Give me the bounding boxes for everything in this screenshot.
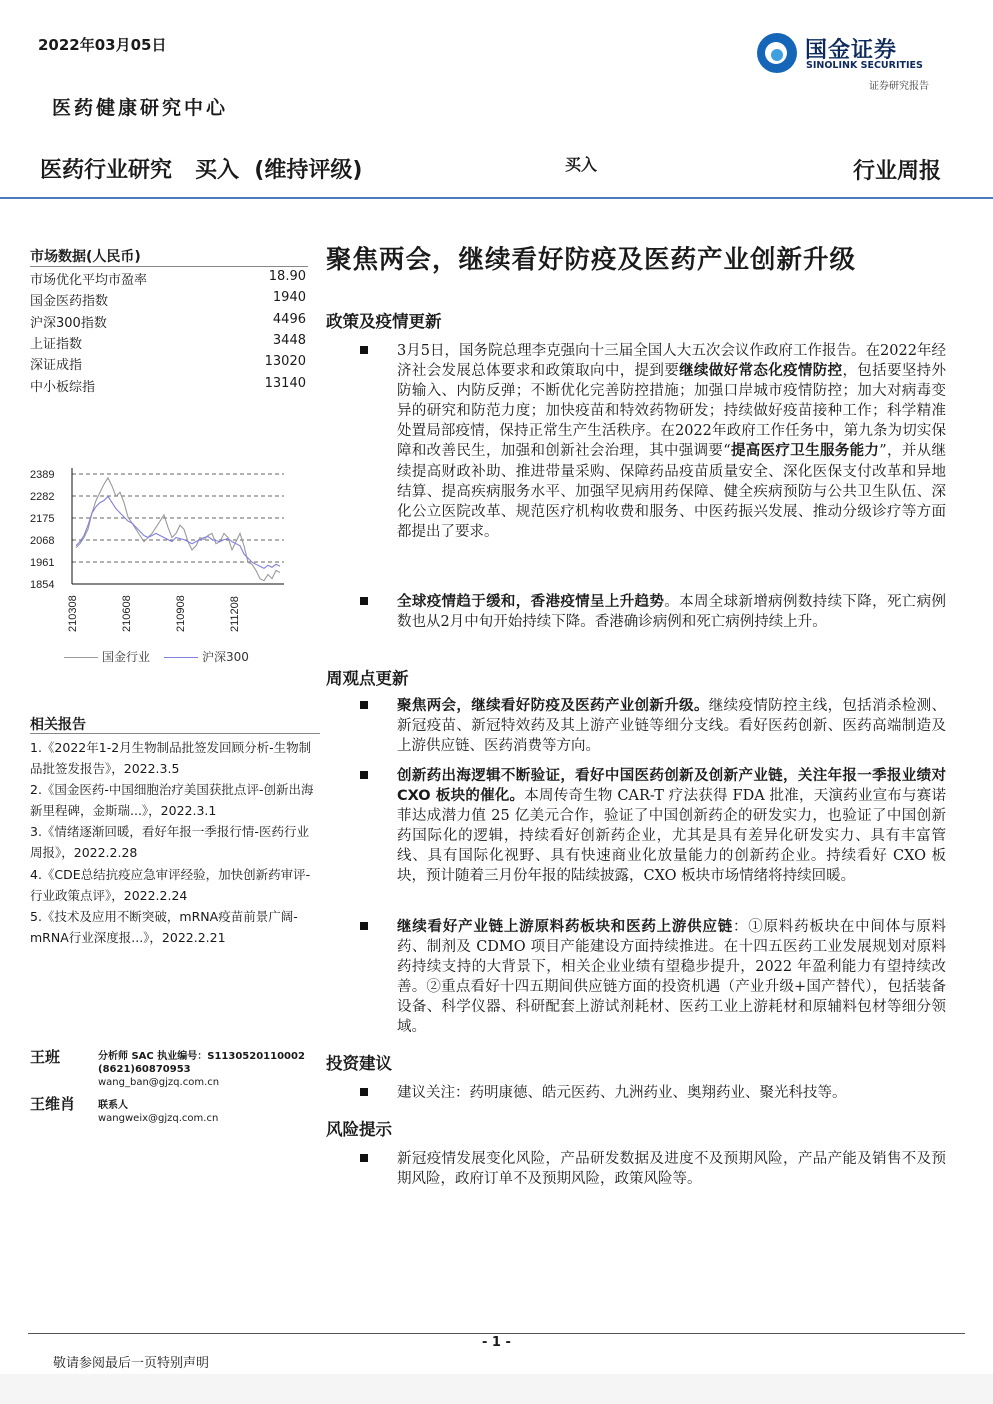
report-date: 2022年03月05日: [38, 36, 167, 54]
bullet-text: [397, 766, 946, 887]
bullet-run: ，包括要坚持外防输入、内防反弹；不断优化完善防控措施；加强口岸城市疫情防控；加大对病毒变异的研究和防范力度；加快疫苗和特效药物研发；持续做好疫苗接种工作；科学精准处置局部疫情，保持正常生产生活秩序。在2022年政府工作任务中，第九条为切实保障和改善民生，加强和创新社会治理，其中强调要“: [397, 363, 947, 460]
market-data-value: 13140: [264, 376, 306, 391]
page-bottom-band: [0, 1374, 993, 1404]
author-role: 分析师 SAC 执业编号：S1130520110002: [98, 1051, 305, 1062]
logo-mark-icon: [757, 33, 797, 73]
bullet-text: [397, 1083, 946, 1103]
bullet-point: [360, 1083, 946, 1103]
related-reports-title: 相关报告: [30, 717, 86, 733]
bullet-run: ：①原料药板块在中间体与原料药、制剂及 CDMO 项目产能建设方面持续推进。在十四五医药工业发展规划对原料药持续支持的大背景下，相关企业业绩有望稳步提升，2022 年盈利能力有望持续改善。②重点看好十四五期间供应链方面的投资机遇（产业升级+国产替代），包括装备设备、科学仪器、科研配套上游试剂耗材、医药工业上游耗材和原辅料包材等细分领域。: [397, 919, 947, 1036]
y-tick-label: 1854: [30, 579, 55, 591]
y-tick-label: 2389: [30, 469, 55, 481]
market-data-value: 3448: [272, 333, 306, 348]
bullet-emphasis: 聚焦两会，继续看好防疫及医药产业创新升级。: [397, 698, 709, 714]
bullet-run: ”，并从继续提高财政补助、推进带量采购、保障药品疫苗质量安全、深化医保支付改革和异地结算、提高疾病服务水平、加强罕见病用药保障、健全疾病预防与公共卫生队伍、深化公立医院改革、规范医疗机构收费和服务、中医药振兴发展、推动分级诊疗等方面都提出了要求。: [397, 443, 946, 540]
rating-label: 买入: [565, 155, 598, 174]
market-data-label: 市场优化平均市盈率: [30, 273, 148, 288]
legend-label: 国金行业: [102, 650, 151, 664]
bullet-point: [360, 917, 946, 1038]
x-tick-label: 210308: [67, 595, 79, 632]
legend-label: 沪深300: [202, 650, 249, 664]
market-data-row: [30, 312, 306, 331]
bullet-run: 继续疫情防控主线，包括消杀检测、新冠疫苗、新冠特效药及其上游产业链等细分支线。看好医药创新、医药高端制造及上游供应链、医药消费等方向。: [397, 698, 947, 755]
logo-subtitle: 证券研究报告: [869, 81, 929, 92]
bullet-run: 。本周全球新增病例数持续下降，死亡病例数也从2月中旬开始持续下降。香港确诊病例和死亡病例持续上升。: [397, 594, 946, 631]
section-heading: 政策及疫情更新: [326, 312, 442, 331]
bullet-square-icon: [360, 922, 368, 930]
bullet-square-icon: [360, 771, 368, 779]
author-phone: (8621)60870953: [98, 1064, 191, 1075]
bullet-text: [397, 917, 946, 1038]
contact-info: [98, 1099, 218, 1125]
chart-legend: [64, 648, 249, 665]
author-email[interactable]: wang_ban@gjzq.com.cn: [98, 1077, 220, 1088]
bullet-text: [397, 341, 946, 542]
contact-role: 联系人: [98, 1100, 128, 1111]
related-report-item[interactable]: 2.《国金医药-中国细胞治疗美国获批点评-创新出海新里程碑，金斯瑞...》，2022.3.1: [30, 782, 314, 818]
market-data-value: 4496: [272, 312, 306, 327]
related-report-item[interactable]: 3.《情绪逐渐回暖，看好年报一季报行情-医药行业周报》，2022.2.28: [30, 824, 309, 860]
bullet-square-icon: [360, 1088, 368, 1096]
market-data-label: 沪深300指数: [30, 316, 107, 331]
bullet-point: [360, 341, 946, 542]
legend-item-industry: [64, 648, 150, 665]
market-data-label: 中小板综指: [30, 380, 96, 395]
bullet-text: [397, 592, 946, 632]
market-data-label: 国金医药指数: [30, 294, 109, 309]
index-line-chart: [30, 445, 295, 675]
section-heading: 风险提示: [326, 1120, 392, 1139]
bullet-point: [360, 1149, 946, 1189]
logo-name-cn: 国金证券: [805, 38, 898, 63]
bullet-square-icon: [360, 597, 368, 605]
bullet-run: 本周传奇生物 CAR-T 疗法获得 FDA 批准，天演药业宣布与赛诺菲达成潜力值 25 亿美元合作，验证了中国创新药企的研发实力，也验证了中国创新药国际化的逻辑，持续看好创新药企业，尤其是具有差异化研发实力、具有丰富管线、具有国际化视野、具有快速商业化放量能力的创新药企业。持续看好 CXO 板块，预计随着三月份年报的陆续披露，CXO 板块市场情绪将持续回暖。: [397, 788, 946, 885]
market-data-label: 上证指数: [30, 337, 83, 352]
bullet-emphasis: 提高医疗卫生服务能力: [730, 443, 880, 460]
bullet-emphasis: 继续做好常态化疫情防控: [679, 363, 843, 380]
market-data-value: 13020: [264, 354, 306, 369]
bullet-point: [360, 696, 946, 756]
bullet-square-icon: [360, 346, 368, 354]
footer-divider: [28, 1333, 965, 1334]
bullet-emphasis: 全球疫情趋于缓和，香港疫情呈上升趋势: [397, 594, 665, 610]
bullet-emphasis: 创新药出海逻辑不断验证，看好中国医药创新及创新产业链，关注年报一季报业绩对 CXO 板块的催化。: [397, 768, 946, 805]
related-report-item[interactable]: 1.《2022年1-2月生物制品批签发回顾分析-生物制品批签发报告》，2022.3.5: [30, 740, 312, 776]
report-title: 聚焦两会，继续看好防疫及医药产业创新升级: [326, 245, 857, 275]
market-data-row: [30, 354, 306, 373]
x-tick-label: 211208: [229, 596, 241, 632]
industry-rating-title: 医药行业研究 买入 (维持评级): [40, 158, 363, 183]
market-data-divider: [30, 266, 308, 267]
bullet-text: [397, 1149, 946, 1189]
y-tick-label: 2068: [30, 535, 55, 547]
y-tick-label: 2175: [30, 513, 55, 525]
x-tick-label: 210608: [121, 595, 133, 632]
research-center-name: 医药健康研究中心: [52, 97, 229, 119]
legend-item-hs300: [164, 648, 249, 665]
x-tick-label: 210908: [175, 595, 187, 632]
section-heading: 投资建议: [326, 1054, 392, 1073]
contact-email[interactable]: wangweix@gjzq.com.cn: [98, 1113, 219, 1124]
header-divider: [0, 197, 993, 199]
contact-name: 王维肖: [30, 1095, 76, 1113]
market-data-title: 市场数据(人民币): [30, 249, 141, 265]
market-data-value: 1940: [272, 290, 306, 305]
bullet-square-icon: [360, 701, 368, 709]
market-data-row: [30, 376, 306, 395]
y-tick-label: 2282: [30, 491, 55, 503]
bullet-run: 新冠疫情发展变化风险，产品研发数据及进度不及预期风险，产品产能及销售不及预期风险，政府订单不及预期风险，政策风险等。: [397, 1151, 946, 1188]
market-data-row: [30, 333, 306, 352]
page-number: - 1 -: [482, 1335, 511, 1350]
bullet-run: 3月5日，国务院总理李克强向十三届全国人大五次会议作政府工作报告。在2022年经济社会发展总体要求和政策取向中，提到要: [397, 343, 946, 380]
bullet-emphasis: 继续看好产业链上游原料药板块和医药上游供应链: [397, 919, 733, 935]
bullet-run: 建议关注：药明康德、皓元医药、九洲药业、奥翔药业、聚光科技等。: [397, 1085, 847, 1101]
market-data-value: 18.90: [268, 269, 306, 284]
legend-swatch: [64, 657, 98, 658]
report-type: 行业周报: [852, 158, 941, 184]
company-logo: [757, 31, 947, 93]
series-line-0: [76, 478, 280, 581]
y-tick-label: 1961: [30, 557, 55, 569]
bullet-text: [397, 696, 946, 756]
author-name: 王班: [30, 1048, 61, 1066]
market-data-row: [30, 290, 306, 309]
market-data-row: [30, 269, 306, 288]
related-reports-divider: [30, 733, 320, 734]
related-report-item[interactable]: 4.《CDE总结抗疫应急审评经验，加快创新药审评-行业政策点评》，2022.2.24: [30, 867, 311, 903]
section-heading: 周观点更新: [326, 669, 409, 688]
disclaimer-note: 敬请参阅最后一页特别声明: [53, 1356, 210, 1371]
author-info: [98, 1050, 305, 1089]
market-data-label: 深证成指: [30, 358, 83, 373]
series-line-1: [76, 496, 280, 568]
related-report-item[interactable]: 5.《技术及应用不断突破，mRNA疫苗前景广阔-mRNA行业深度报...》，2022.2.21: [30, 909, 298, 945]
bullet-square-icon: [360, 1154, 368, 1162]
logo-name-en: SINOLINK SECURITIES: [806, 60, 923, 71]
bullet-point: [360, 592, 946, 632]
bullet-point: [360, 766, 946, 887]
legend-swatch: [164, 657, 198, 658]
